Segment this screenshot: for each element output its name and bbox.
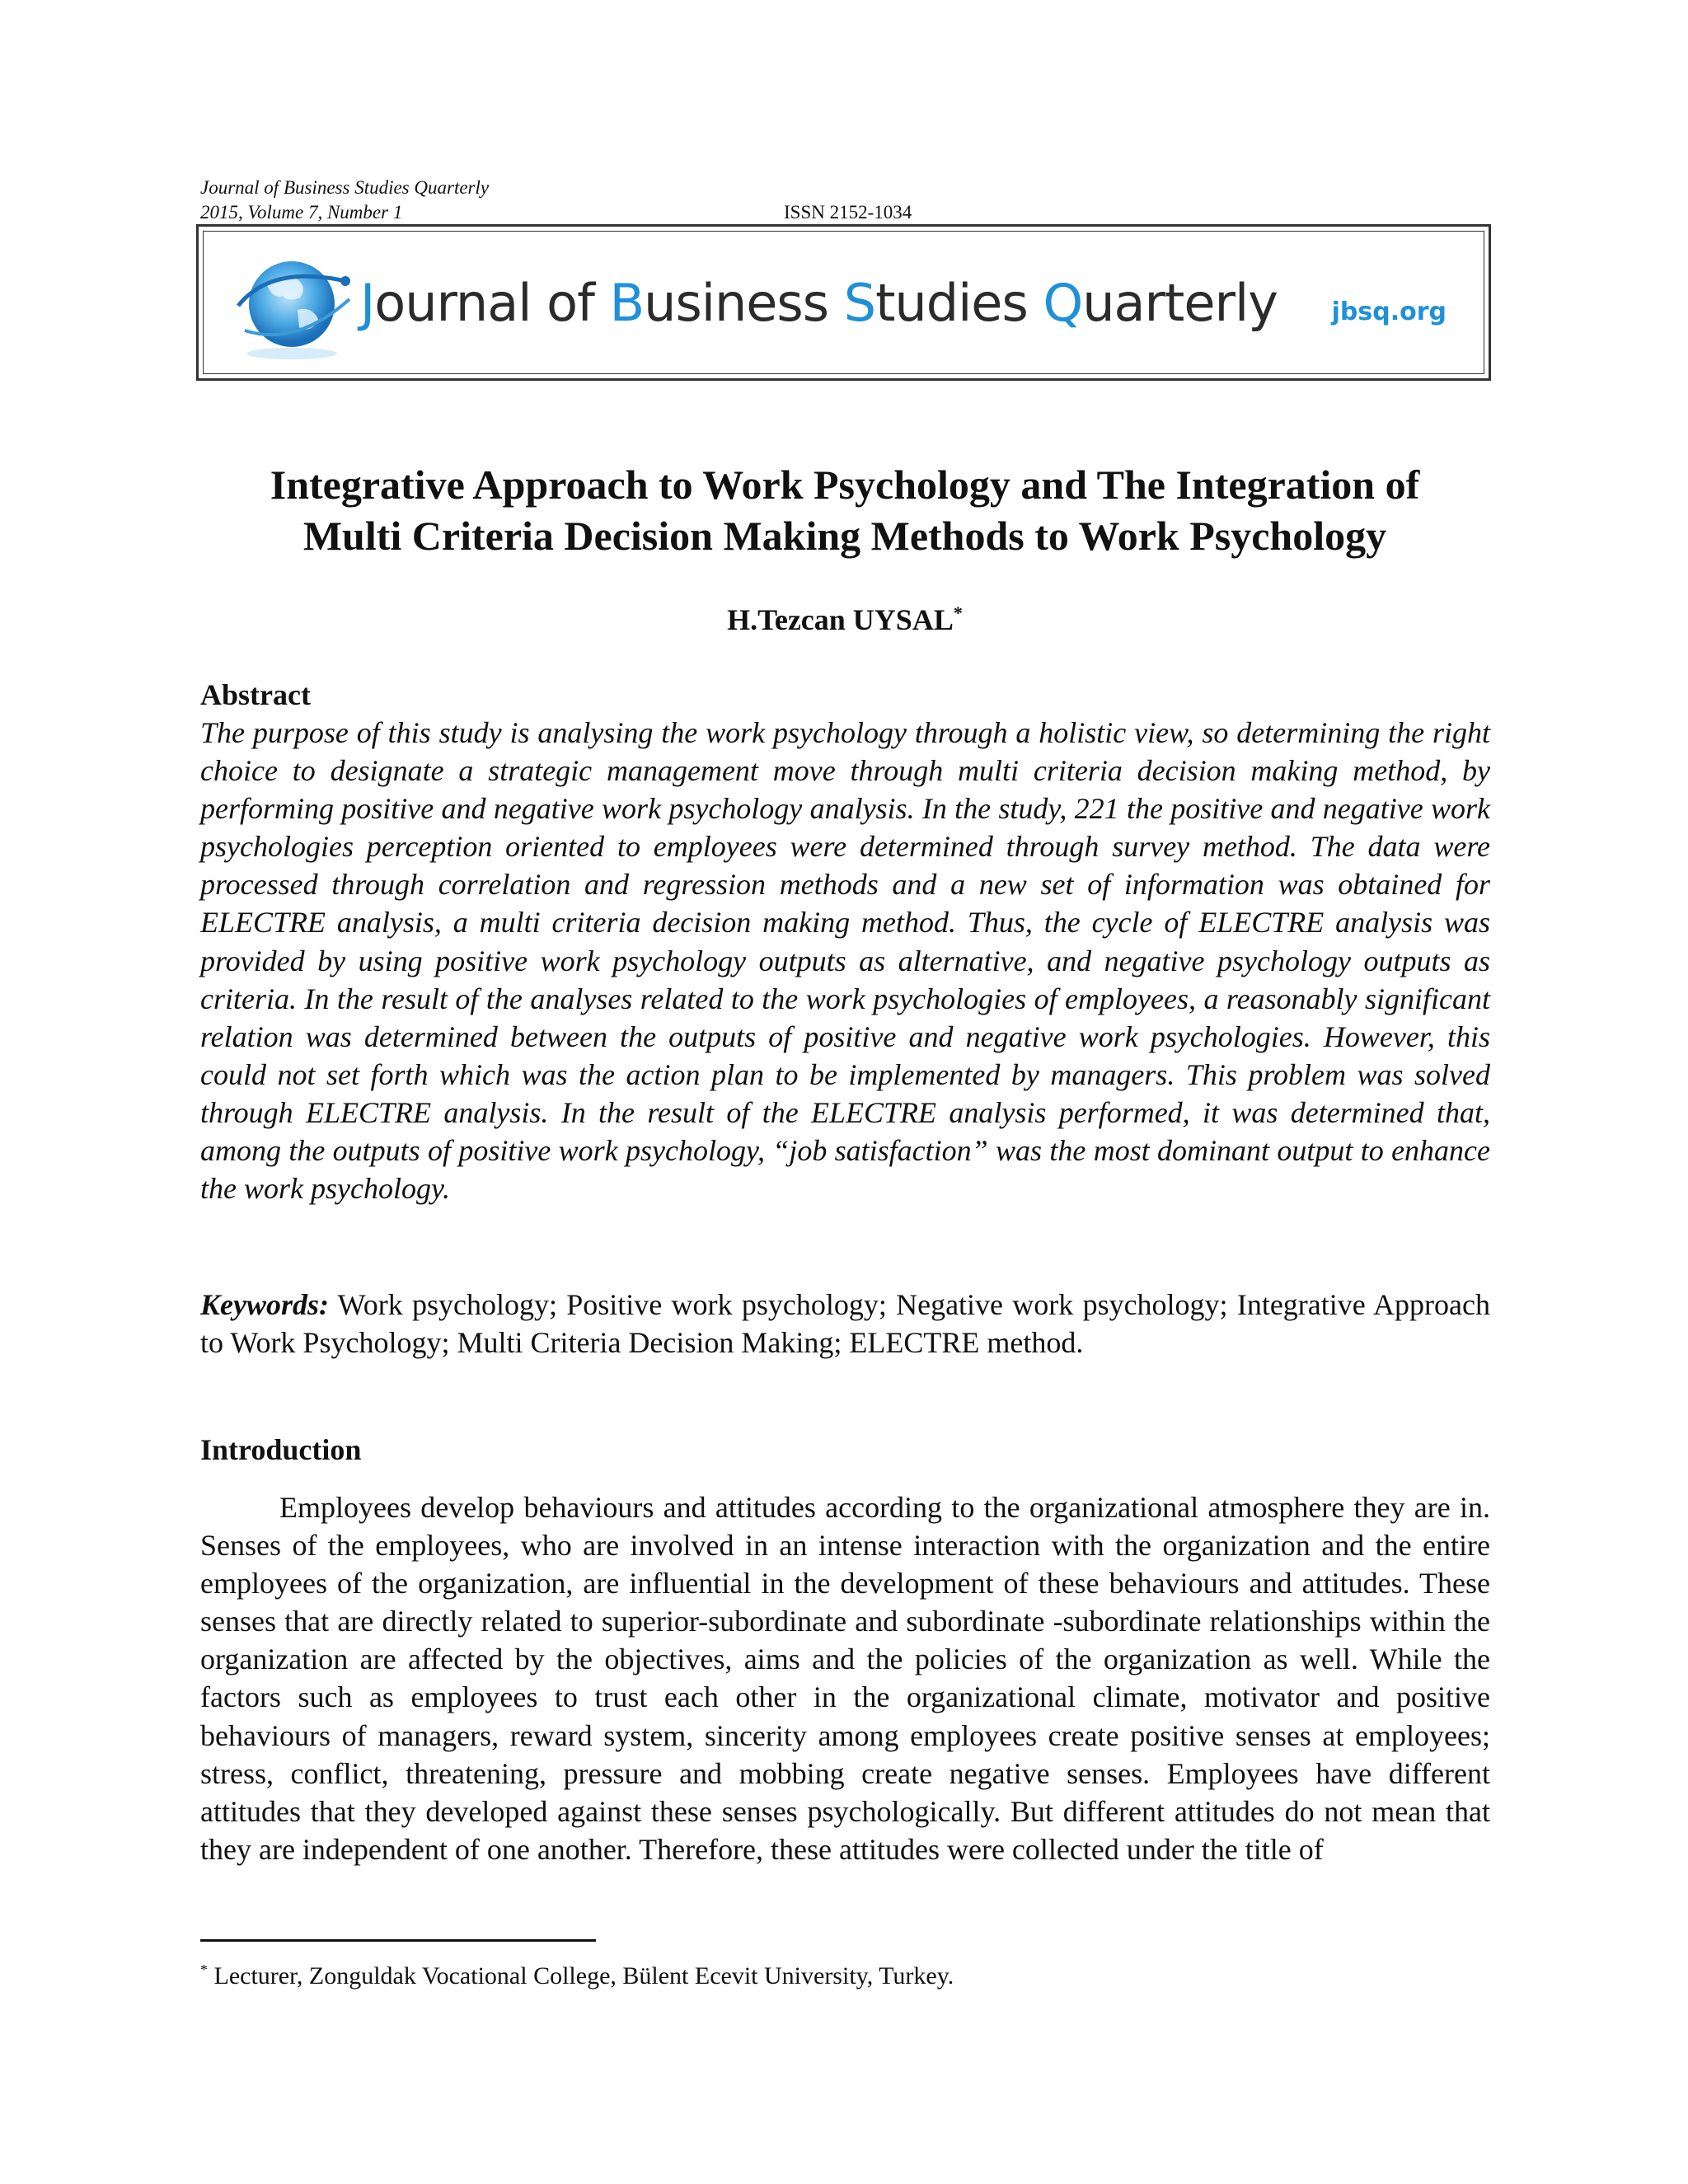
author-name: H.Tezcan UYSAL [727,603,954,636]
wordmark-text: usiness [644,273,844,333]
abstract-heading: Abstract [200,678,311,711]
abstract-body: The purpose of this study is analysing the work psychology through a holistic view, so determining the right choice to designate a strategic management move through multi criteria decision making method, by performing positive and negative work psychology analysis. In the study, 221 the positive and negative work psychologies perception oriented to employees were determined through survey method. The data were processed through correlation and regression methods and a new set of information was obtained for ELECTRE analysis, a multi criteria decision making method. Thus, the cycle of ELECTRE analysis was provided by using positive work psychology outputs as alternative, and negative psychology outputs as criteria. In the result of the analyses related to the work psychologies of employees, a reasonably significant relation was determined between the outputs of positive and negative work psychologies. However, this could not set forth which was the action plan to be implemented by managers. This problem was solved through ELECTRE analysis. In the result of the ELECTRE analysis performed, it was determined that, among the outputs of positive work psychology, “job satisfaction” was the most dominant output to enhance the work psychology. [200,716,1490,1206]
keywords-label: Keywords: [200,1288,329,1321]
keywords [200,1286,1490,1361]
wordmark-text: ournal of [374,273,610,333]
wordmark-letter: S [843,273,876,333]
banner-inner-frame [203,231,1484,374]
introduction-heading: Introduction [200,1433,362,1466]
title-line: Integrative Approach to Work Psychology and The Integration of [270,462,1420,508]
introduction-paragraph: Employees develop behaviours and attitudes according to the organizational atmosphere they are in. Senses of the employees, who are involved in an intense interaction with the organization and the entire employees of the organization, are influential in the development of these behaviours and attitudes. These senses that are directly related to superior-subordinate and subordinate -subordinate relationships within the organization are affected by the objectives, aims and the policies of the organization as well. While the factors such as employees to trust each other in the organizational climate, motivator and positive behaviours of managers, reward system, sincerity among employees create positive senses at employees; stress, conflict, threatening, pressure and mobbing create negative senses. Employees have different attitudes that they developed against these senses psychologically. But different attitudes do not mean that they are independent of one another. Therefore, these attitudes were collected under the title of [200,1491,1490,1866]
footnote-mark: * [200,1961,208,1978]
wordmark-text: uarterly [1082,273,1278,333]
author-line [200,595,1489,638]
paper-title [200,459,1489,561]
issn: ISSN 2152-1034 [784,202,912,223]
volume-info: 2015, Volume 7, Number 1 [200,202,403,223]
journal-wordmark [360,274,1278,332]
footnote-marker[interactable]: * [953,602,963,623]
journal-header [200,176,489,225]
footnote-text: Lecturer, Zonguldak Vocational College, Bülent Ecevit University, Turkey. [208,1962,954,1990]
title-line: Multi Criteria Decision Making Methods to Work Psychology [302,513,1387,559]
footnote-divider [200,1939,596,1942]
journal-banner [196,224,1491,381]
site-url[interactable]: jbsq.org [1331,298,1447,326]
wordmark-text: tudies [875,273,1043,333]
journal-name: Journal of Business Studies Quarterly [200,177,490,198]
wordmark-letter: J [360,273,375,333]
wordmark-letter: Q [1043,273,1083,333]
footnote [200,1953,954,1993]
globe-logo-icon [222,248,362,363]
wordmark-letter: B [609,273,645,333]
keywords-list: Work psychology; Positive work psychology; Negative work psychology; Integrative Approach to Work Psychology; Multi Criteria Decision Making; ELECTRE method. [200,1288,1490,1360]
